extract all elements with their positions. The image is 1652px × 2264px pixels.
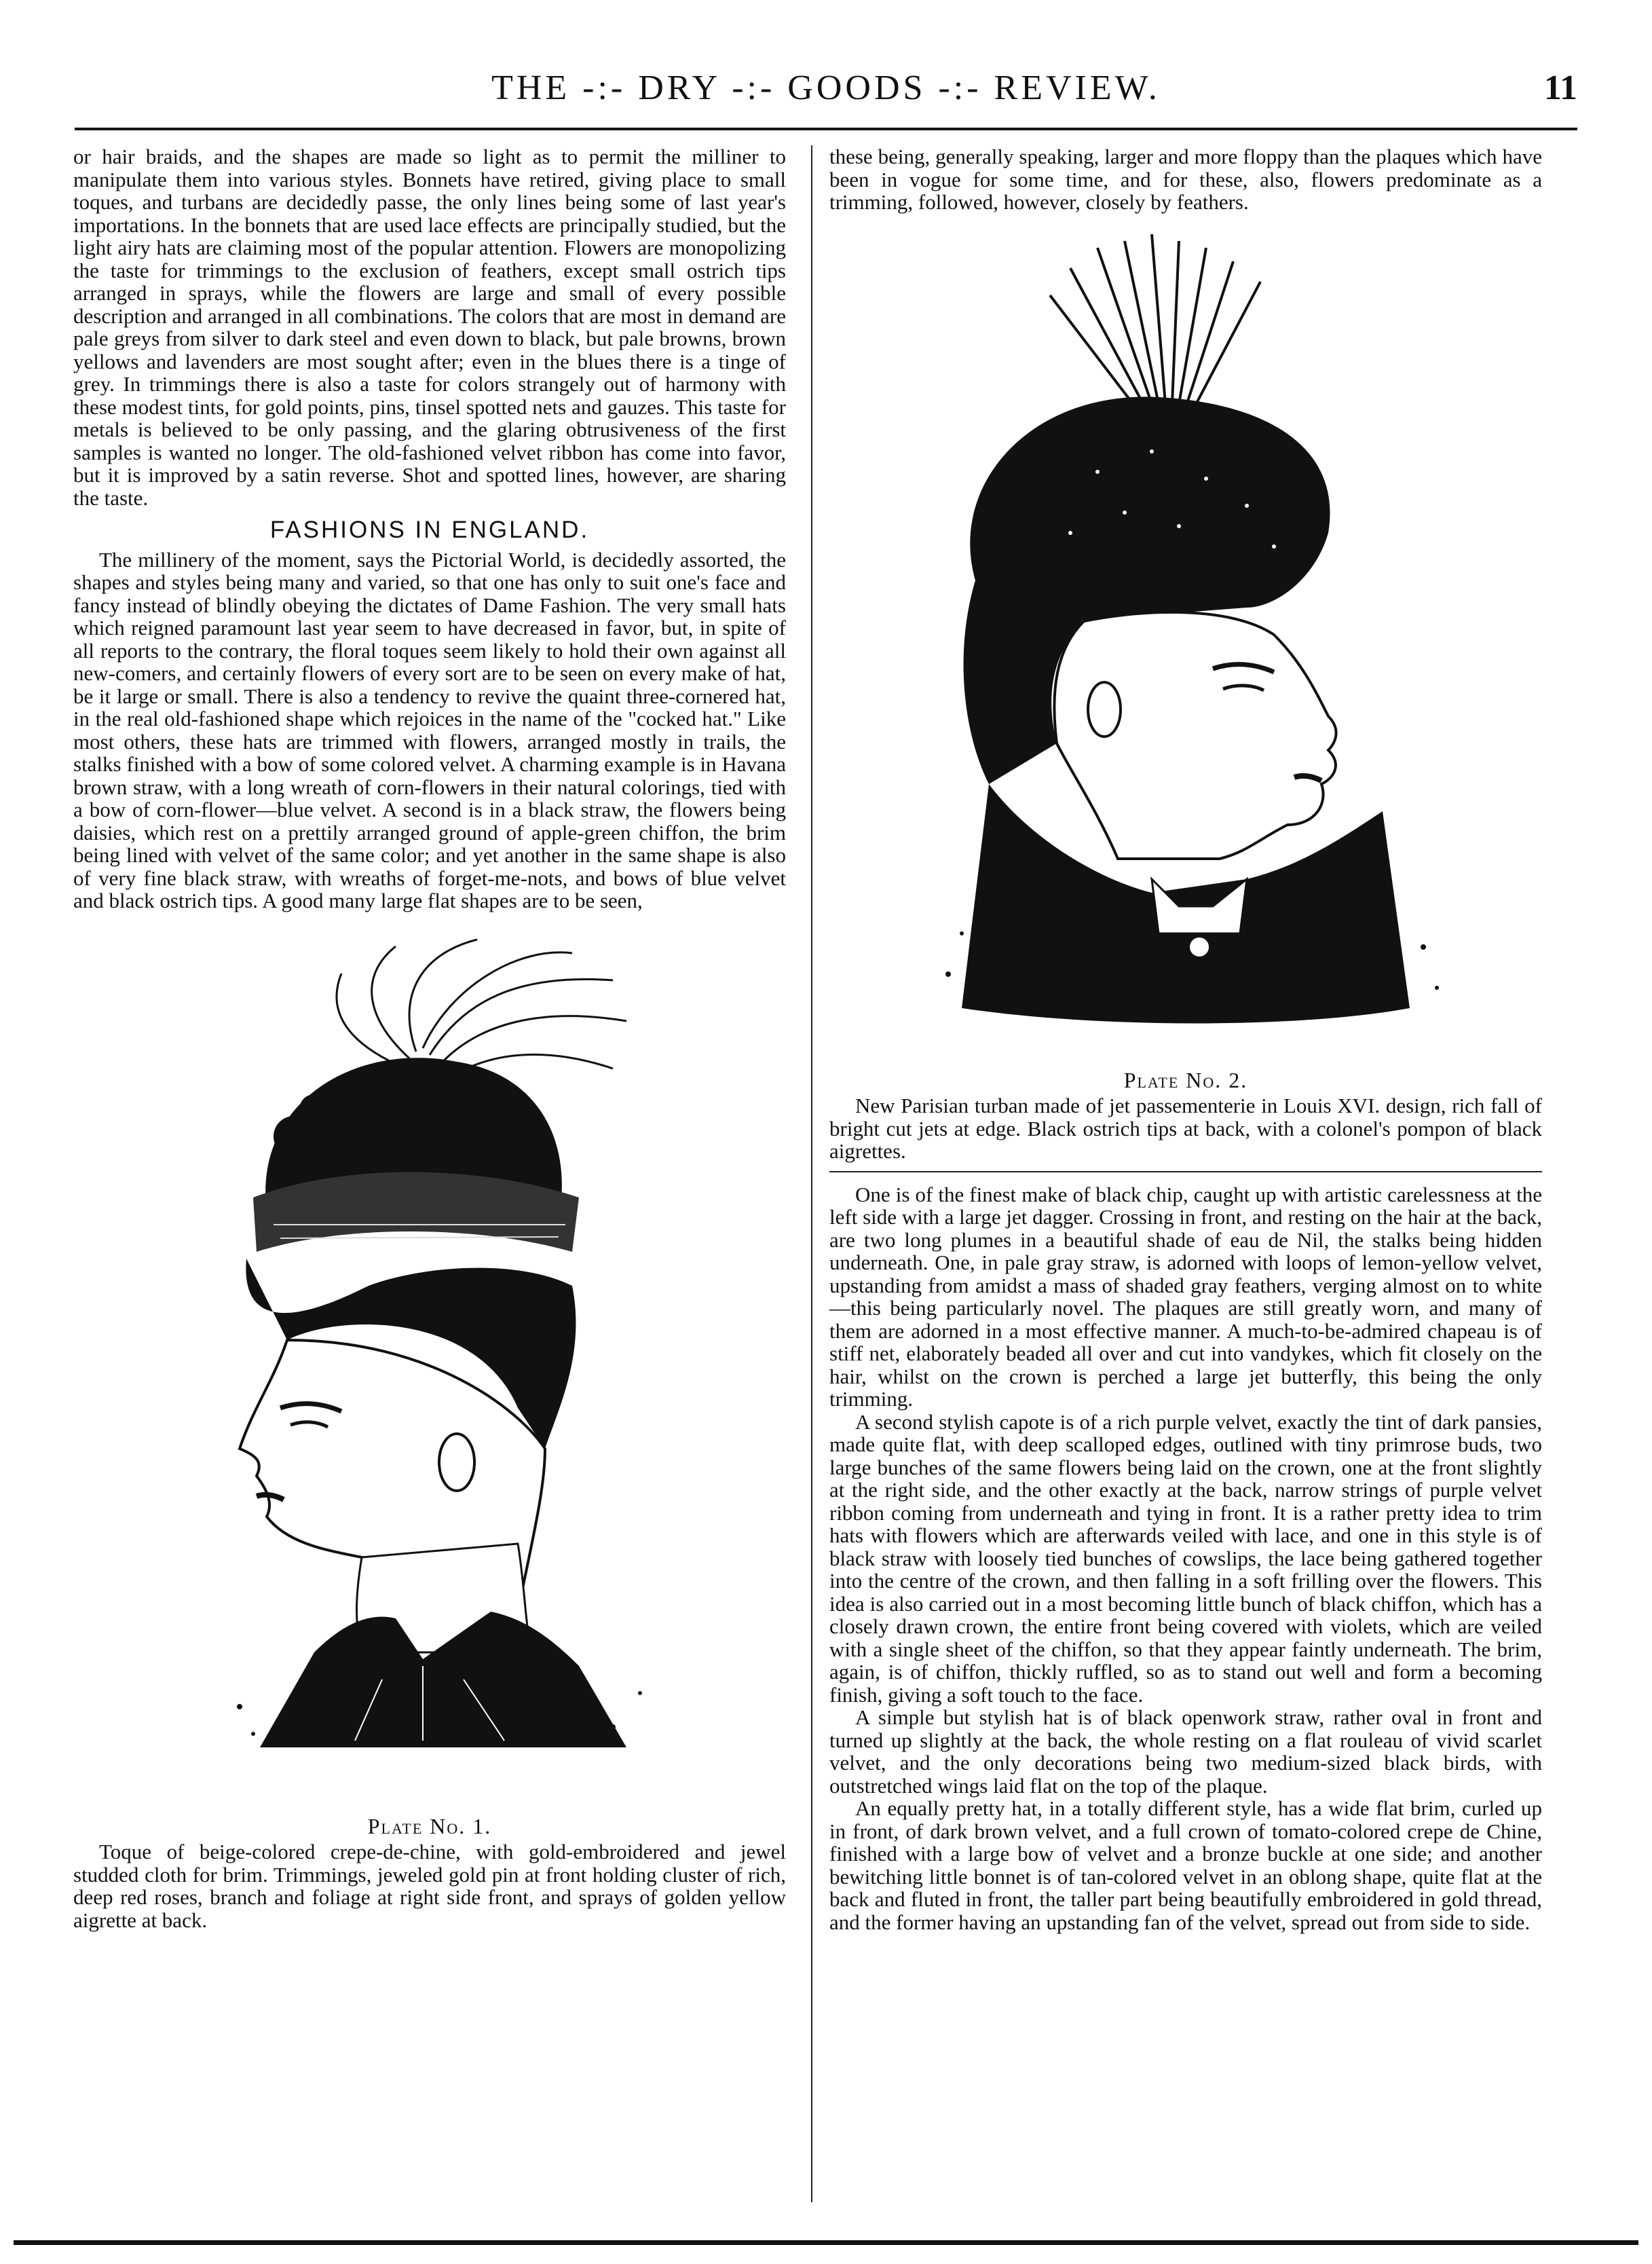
right-paragraph: One is of the finest make of black chip, caught up with artistic carelessness at the left side with a large jet dagger. Crossing in front, and resting on the hair at the back, are two long plumes in a beautiful shade of eau de Nil, the stalks being hidden underneath. One, in pale gray straw, is adorned with loops of lemon-yellow velvet, upstanding from amidst a mass of shaded gray feathers, verging almost on to white—this being particularly novel. The plaques are still greatly worn, and many of them are adorned in a most effective manner. A much-to-be-admired chapeau is of stiff net, elaborately beaded all over and cut into vandykes, which fit closely on the hair, whilst on the crown is perched a large jet butterfly, this being the only trimming. (829, 1182, 1542, 1411)
plate-2-title: Plate No. 2. (1123, 1067, 1248, 1092)
header-rule (75, 128, 1577, 130)
column-divider (811, 145, 812, 2202)
plate-1-engraving (138, 933, 721, 1808)
page-number: 11 (1543, 69, 1577, 107)
caption-rule (829, 1171, 1542, 1172)
plate-1-title: Plate No. 1. (367, 1813, 492, 1838)
left-column (73, 145, 786, 1931)
bottom-rule (14, 2240, 1638, 2245)
plate-2-engraving (894, 227, 1478, 1062)
plate-1-illustration (124, 933, 735, 1808)
right-opening-paragraph: these being, generally speaking, larger and more floppy than the plaques which have been in vogue for some time, and for these, also, flowers predominate as a trimming, followed, however, closely by feathers. (829, 145, 1542, 214)
journal-title: THE -:- DRY -:- GOODS -:- REVIEW. (491, 69, 1161, 107)
right-paragraph: A simple but stylish hat is of black openwork straw, rather oval in front and turned up slightly at the back, the whole resting on a flat rouleau of vivid scarlet velvet, and the only decorations being two medium-sized black birds, with outstretched wings laid flat on the top of the plaque. (829, 1705, 1542, 1798)
left-opening-paragraph: or hair braids, and the shapes are made so light as to permit the milliner to manipulate them into various styles. Bonnets have retired, giving place to small toques, and turbans are decidedly passe, the only lines being some of last year's importations. In the bonnets that are used lace effects are principally studied, but the light airy hats are claiming most of the popular attention. Flowers are monopolizing the taste for trimmings to the exclusion of feathers, except small ostrich tips arranged in sprays, while the flowers are large and small of every possible description and arranged in all combinations. The colors that are most in demand are pale greys from silver to dark steel and even down to black, but pale browns, brown yellows and lavenders are most sought after; even in the blues there is a tinge of grey. In trimmings there is also a taste for colors strangely out of harmony with these modest tints, for gold points, pins, tinsel spotted nets and gauzes. This taste for metals is believed to be only passing, and the glaring obtrusiveness of the first samples is wanted no longer. The old-fashioned velvet ribbon has come into favor, but it is improved by a satin reverse. Shot and spotted lines, however, are sharing the taste. (73, 145, 786, 510)
plate-1-caption: Toque of beige-colored crepe-de-chine, with gold-embroidered and jewel studded cloth for brim. Trimmings, jeweled gold pin at front holding cluster of rich, deep red roses, branch and foliage at right side front, and sprays of golden yellow aigrette at back. (73, 1840, 786, 1932)
section-heading: FASHIONS IN ENGLAND. (269, 517, 590, 543)
plate-2-illustration (880, 227, 1491, 1062)
right-paragraph: An equally pretty hat, in a totally different style, has a wide flat brim, curled up in front, of dark brown velvet, and a full crown of tomato-colored crepe de Chine, finished with a large bow of velvet and a bronze buckle at one side; and another bewitching little bonnet is of tan-colored velvet in an oblong shape, quite flat at the back and fluted in front, the taller part being beautifully embroidered in gold thread, and the former having an upstanding fan of the velvet, spread out from side to side. (829, 1796, 1542, 1934)
page-header (75, 62, 1577, 124)
section-paragraph: The millinery of the moment, says the Pictorial World, is decidedly assorted, the shapes and styles being many and varied, so that one has only to suit one's face and fancy instead of blindly obeying the dictates of Dame Fashion. The very small hats which reigned paramount last year seem to have decreased in favor, but, in spite of all reports to the contrary, the floral toques seem likely to hold their own against all new-comers, and certainly flowers of every sort are to be seen on every make of hat, be it large or small. There is also a tendency to revive the quaint three-cornered hat, in the real old-fashioned shape which rejoices in the name of the "cocked hat." Like most others, these hats are trimmed with flowers, arranged mostly in trails, the stalks finished with a bow of some colored velvet. A charming example is in Havana brown straw, with a long wreath of corn-flowers in their natural colorings, tied with a bow of corn-flower—blue velvet. A second is in a black straw, the flowers being daisies, which rest on a prettily arranged ground of apple-green chiffon, the brim being lined with velvet of the same color; and yet another in the same shape is also of very fine black straw, with wreaths of forget-me-nots, and bows of blue velvet and black ostrich tips. A good many large flat shapes are to be seen, (73, 547, 786, 912)
right-column (829, 145, 1542, 1933)
right-paragraph: A second stylish capote is of a rich purple velvet, exactly the tint of dark pansies, made quite flat, with deep scalloped edges, outlined with tiny primrose buds, two large bunches of the same flowers being laid on the crown, one at the front slightly at the right side, and the other exactly at the back, narrow strings of purple velvet ribbon coming from underneath and tying in front. It is a rather pretty idea to trim hats with flowers which are afterwards veiled with lace, and one in this style is of black straw with loosely tied bunches of cowslips, the lace being gathered together into the centre of the crown, and then falling in a soft frilling over the flowers. This idea is also carried out in a most becoming little bunch of black chiffon, which has a closely drawn crown, the entire front being covered with violets, which are veiled with a single sheet of the chiffon, so that they appear faintly underneath. The brim, again, is of chiffon, thickly ruffled, so as to stand out well and form a becoming finish, giving a soft touch to the face. (829, 1409, 1542, 1707)
plate-2-caption: New Parisian turban made of jet passementerie in Louis XVI. design, rich fall of bright cut jets at edge. Black ostrich tips at back, with a colonel's pompon of black aigrettes. (829, 1094, 1542, 1163)
